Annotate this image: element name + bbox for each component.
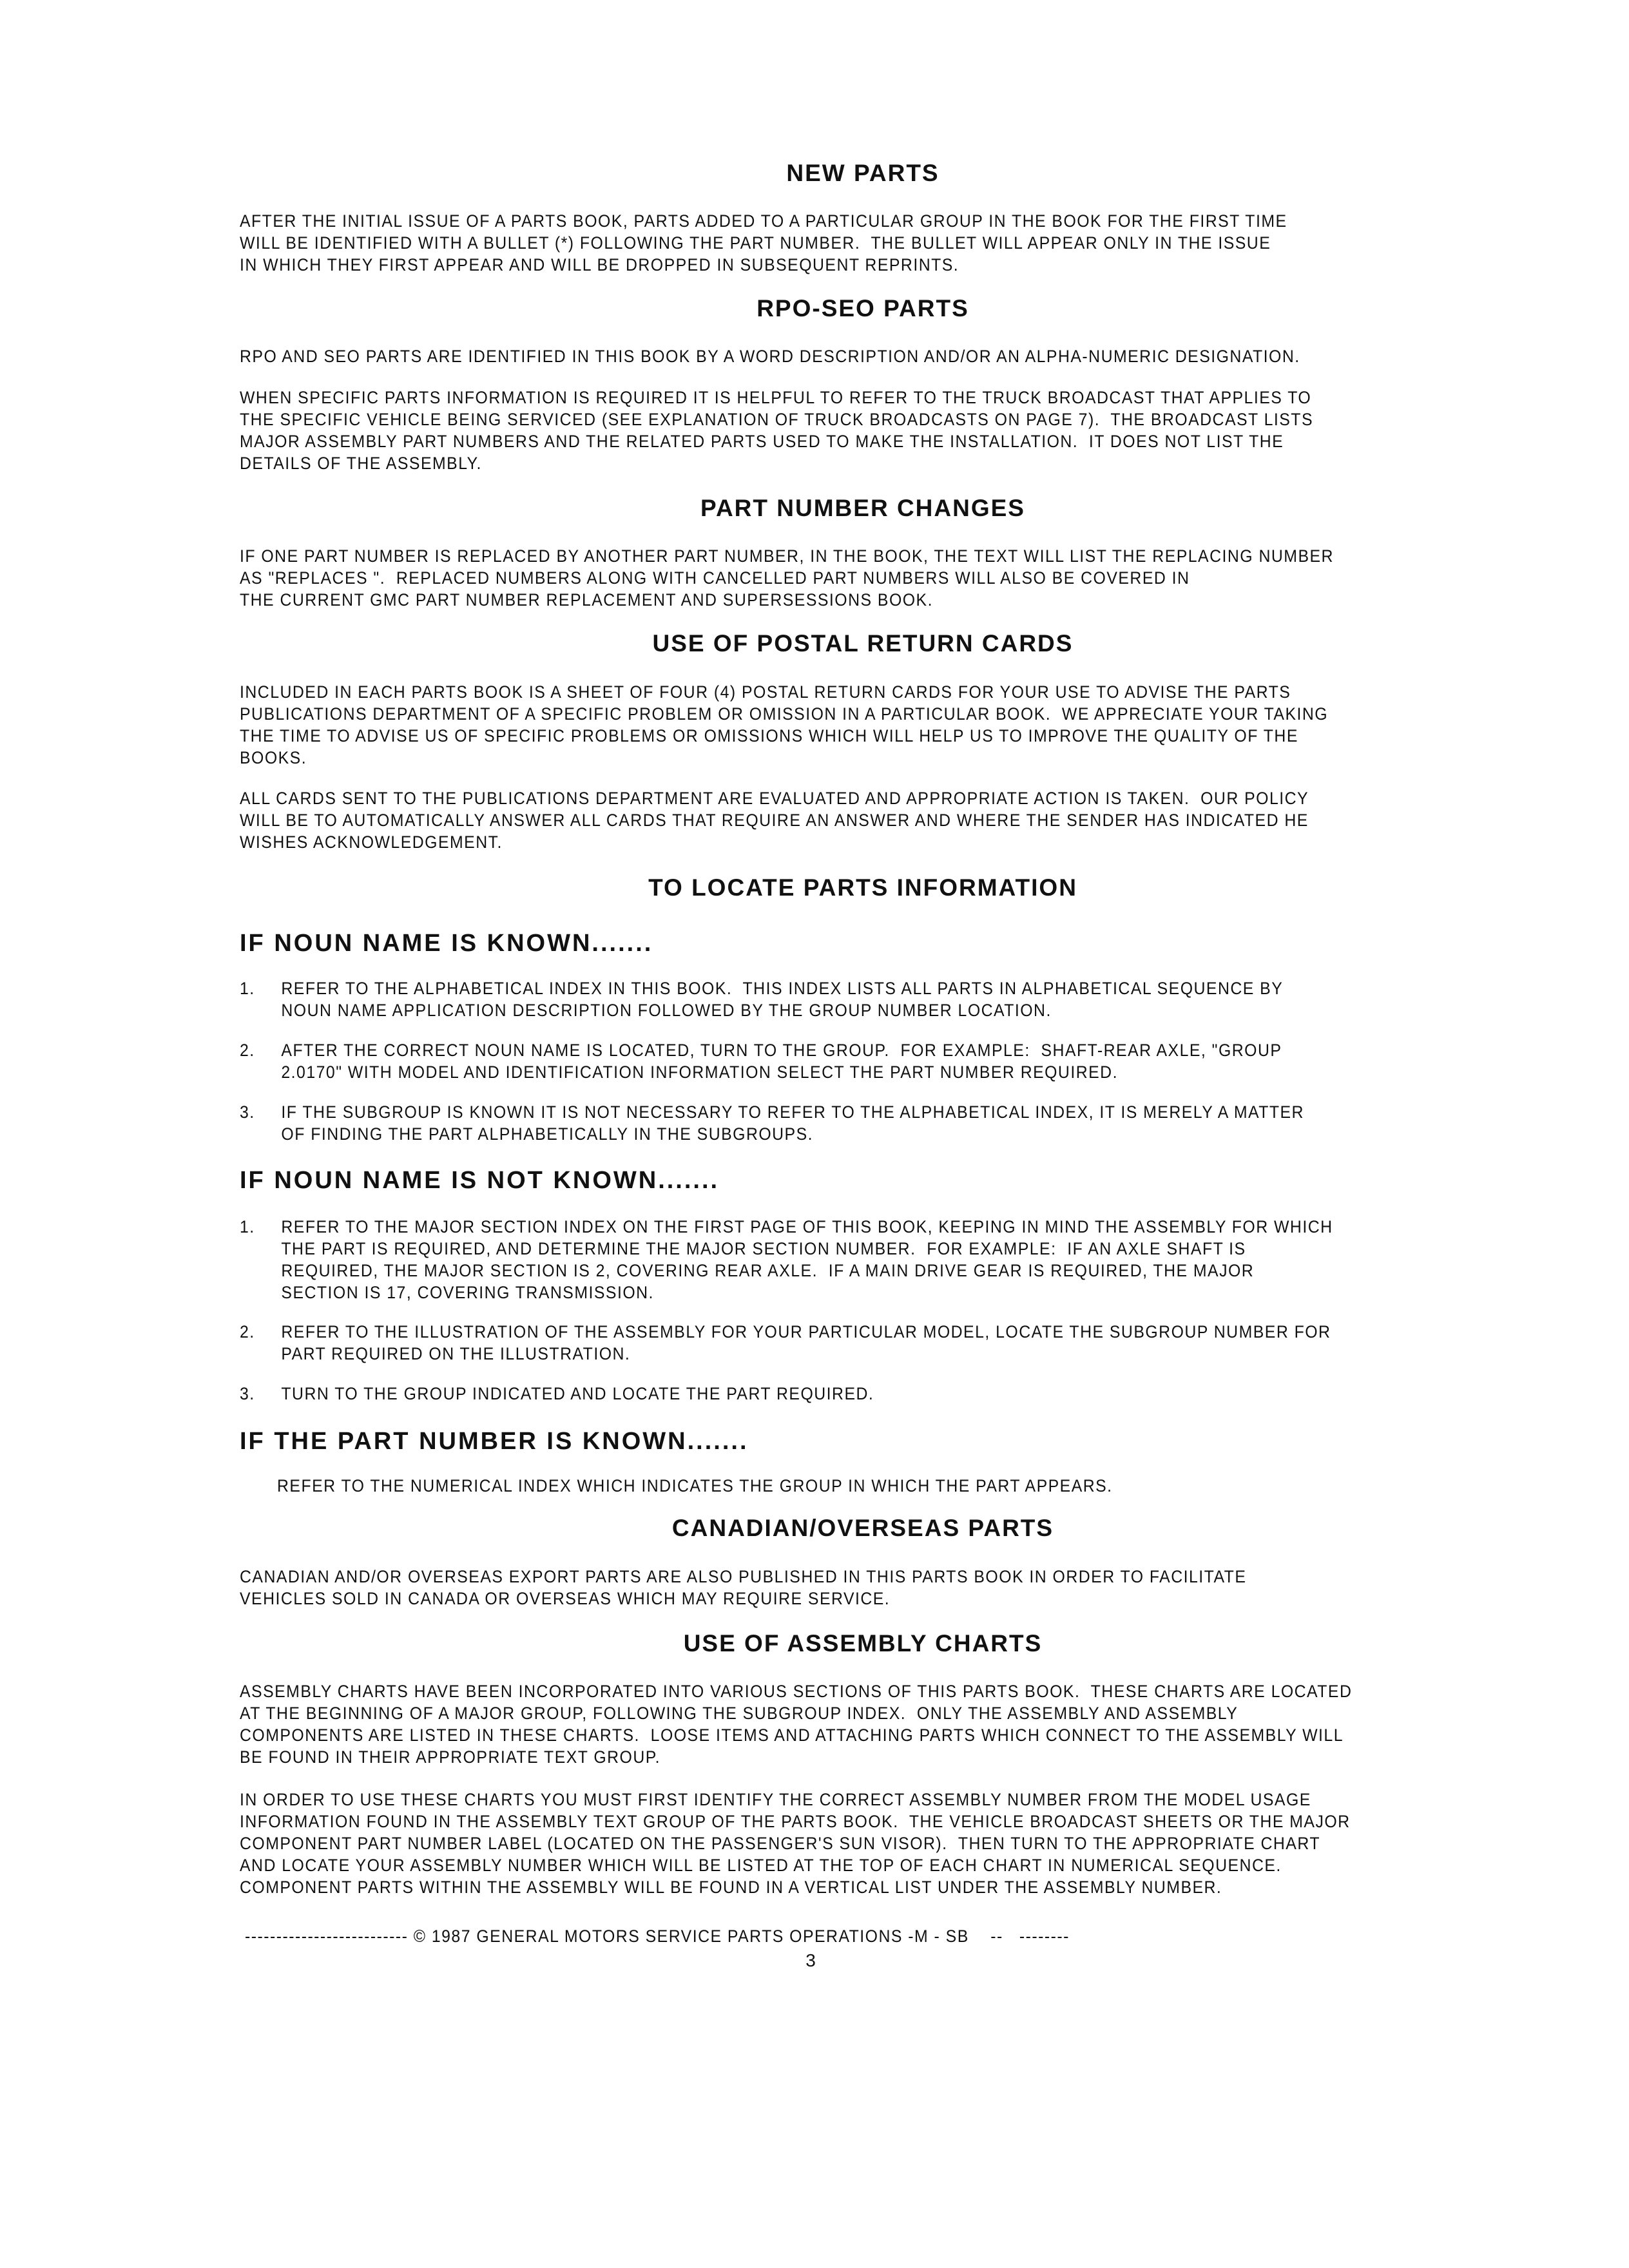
paragraph-canadian-overseas: CANADIAN AND/OR OVERSEAS EXPORT PARTS ARE ALSO PUBLISHED IN THIS PARTS BOOK IN ORDER TO FACILITATE VEHICLES SOLD IN CANADA OR OVERSEAS WHICH MAY REQUIRE SERVICE. [240,1567,1247,1608]
paragraph-postal-cards-1: INCLUDED IN EACH PARTS BOOK IS A SHEET OF FOUR (4) POSTAL RETURN CARDS FOR YOUR USE TO ADVISE THE PARTS PUBLICATIONS DEPARTMENT OF A SPECIFIC PROBLEM OR OMISSION IN A PARTICULAR BOOK. WE APPRECIATE YOUR TAKING THE TIME TO ADVISE US OF SPECIFIC PROBLEMS OR OMISSIONS WHICH WILL HELP US TO IMPROVE THE QUALITY OF THE BOOKS. [240,682,1329,767]
heading-locate-parts: TO LOCATE PARTS INFORMATION [648,874,1077,901]
paragraph-assembly-charts-1: ASSEMBLY CHARTS HAVE BEEN INCORPORATED INTO VARIOUS SECTIONS OF THIS PARTS BOOK. THESE CHARTS ARE LOCATED AT THE BEGINNING OF A MAJOR GROUP, FOLLOWING THE SUBGROUP INDEX. ONLY THE ASSEMBLY AND ASSEMBLY COMPONENTS ARE LISTED IN THESE CHARTS. LOOSE ITEMS AND ATTACHING PARTS WHICH CONNECT TO THE ASSEMBLY WILL BE FOUND IN THEIR APPROPRIATE TEXT GROUP. [240,1682,1353,1767]
heading-rpo-seo-parts: RPO-SEO PARTS [757,295,969,322]
list-item-number: 2. [240,1322,255,1341]
subheading-part-number-known: IF THE PART NUMBER IS KNOWN....... [240,1428,749,1455]
list-item-number: 1. [240,979,255,998]
paragraph-new-parts: AFTER THE INITIAL ISSUE OF A PARTS BOOK, PARTS ADDED TO A PARTICULAR GROUP IN THE BOOK FOR THE FIRST TIME WILL BE IDENTIFIED WITH A BULLET (*) FOLLOWING THE PART NUMBER. THE BULLET WILL APPEAR ONLY IN THE ISSUE IN WHICH THEY FIRST APPEAR AND WILL BE DROPPED IN SUBSEQUENT REPRINTS. [240,211,1287,274]
heading-assembly-charts: USE OF ASSEMBLY CHARTS [683,1630,1043,1657]
paragraph-assembly-charts-2: IN ORDER TO USE THESE CHARTS YOU MUST FIRST IDENTIFY THE CORRECT ASSEMBLY NUMBER FROM THE MODEL USAGE INFORMATION FOUND IN THE ASSEMBLY TEXT GROUP OF THE PARTS BOOK. THE VEHICLE BROADCAST SHEETS OR THE MAJOR COMPONENT PART NUMBER LABEL (LOCATED ON THE PASSENGER'S SUN VISOR). THEN TURN TO THE APPROPRIATE CHART AND LOCATE YOUR ASSEMBLY NUMBER WHICH WILL BE LISTED AT THE TOP OF EACH CHART IN NUMERICAL SEQUENCE. COMPONENT PARTS WITHIN THE ASSEMBLY WILL BE FOUND IN A VERTICAL LIST UNDER THE ASSEMBLY NUMBER. [240,1790,1351,1897]
list-item-number: 2. [240,1041,255,1060]
heading-new-parts: NEW PARTS [786,160,940,186]
list-item [240,1216,1366,1303]
list-item-text: TURN TO THE GROUP INDICATED AND LOCATE THE PART REQUIRED. [281,1384,874,1403]
list-item-text: IF THE SUBGROUP IS KNOWN IT IS NOT NECESSARY TO REFER TO THE ALPHABETICAL INDEX, IT IS MERELY A MATTER OF FINDING THE PART ALPHABETICALLY IN THE SUBGROUPS. [281,1102,1304,1144]
list-item-text: AFTER THE CORRECT NOUN NAME IS LOCATED, TURN TO THE GROUP. FOR EXAMPLE: SHAFT-REAR AXLE, "GROUP 2.0170" WITH MODEL AND IDENTIFICATION INFORMATION SELECT THE PART NUMBER REQUIRED. [281,1041,1282,1082]
footer-copyright: -------------------------- © 1987 GENERAL MOTORS SERVICE PARTS OPERATIONS -M - SB -- -------- [245,1927,1070,1946]
list-item-number: 3. [240,1102,255,1122]
paragraph-part-number-changes: IF ONE PART NUMBER IS REPLACED BY ANOTHER PART NUMBER, IN THE BOOK, THE TEXT WILL LIST THE REPLACING NUMBER AS "REPLACES ". REPLACED NUMBERS ALONG WITH CANCELLED PART NUMBERS WILL ALSO BE COVERED IN THE CURRENT GMC PART NUMBER REPLACEMENT AND SUPERSESSIONS BOOK. [240,546,1334,610]
list-item-number: 3. [240,1384,255,1403]
list-item-text: REFER TO THE ALPHABETICAL INDEX IN THIS BOOK. THIS INDEX LISTS ALL PARTS IN ALPHABETICAL SEQUENCE BY NOUN NAME APPLICATION DESCRIPTION FOLLOWED BY THE GROUP NUMBER LOCATION. [281,979,1284,1020]
list-item-number: 1. [240,1217,255,1236]
list-item [240,1101,1366,1145]
heading-canadian-overseas: CANADIAN/OVERSEAS PARTS [671,1515,1054,1541]
paragraph-postal-cards-2: ALL CARDS SENT TO THE PUBLICATIONS DEPARTMENT ARE EVALUATED AND APPROPRIATE ACTION IS TAKEN. OUR POLICY WILL BE TO AUTOMATICALLY ANSWER ALL CARDS THAT REQUIRE AN ANSWER AND WHERE THE SENDER HAS INDICATED HE WISHES ACKNOWLEDGEMENT. [240,789,1309,852]
paragraph-rpo-seo-2: WHEN SPECIFIC PARTS INFORMATION IS REQUIRED IT IS HELPFUL TO REFER TO THE TRUCK BROADCAST THAT APPLIES TO THE SPECIFIC VEHICLE BEING SERVICED (SEE EXPLANATION OF TRUCK BROADCASTS ON PAGE 7). THE BROADCAST LISTS MAJOR ASSEMBLY PART NUMBERS AND THE RELATED PARTS USED TO MAKE THE INSTALLATION. IT DOES NOT LIST THE DETAILS OF THE ASSEMBLY. [240,388,1313,473]
paragraph-part-number-known: REFER TO THE NUMERICAL INDEX WHICH INDICATES THE GROUP IN WHICH THE PART APPEARS. [277,1476,1113,1495]
subheading-noun-known: IF NOUN NAME IS KNOWN....... [240,930,653,957]
list-item [240,977,1366,1021]
paragraph-rpo-seo-1: RPO AND SEO PARTS ARE IDENTIFIED IN THIS BOOK BY A WORD DESCRIPTION AND/OR AN ALPHA-NUMERIC DESIGNATION. [240,347,1300,366]
page-number: 3 [805,1950,816,1970]
list-item-text: REFER TO THE ILLUSTRATION OF THE ASSEMBLY FOR YOUR PARTICULAR MODEL, LOCATE THE SUBGROUP NUMBER FOR PART REQUIRED ON THE ILLUSTRATION. [281,1322,1331,1363]
list-item [240,1039,1366,1083]
heading-part-number-changes: PART NUMBER CHANGES [700,495,1025,521]
list-item [240,1321,1366,1365]
list-item-text: REFER TO THE MAJOR SECTION INDEX ON THE FIRST PAGE OF THIS BOOK, KEEPING IN MIND THE ASSEMBLY FOR WHICH THE PART IS REQUIRED, AND DETERMINE THE MAJOR SECTION NUMBER. FOR EXAMPLE: IF AN AXLE SHAFT IS REQUIRED, THE MAJOR SECTION IS 2, COVERING REAR AXLE. IF A MAIN DRIVE GEAR IS REQUIRED, THE MAJOR SECTION IS 17, COVERING TRANSMISSION. [281,1217,1333,1302]
subheading-noun-not-known: IF NOUN NAME IS NOT KNOWN....... [240,1167,720,1194]
heading-postal-return-cards: USE OF POSTAL RETURN CARDS [652,630,1074,657]
list-item [240,1383,1366,1405]
